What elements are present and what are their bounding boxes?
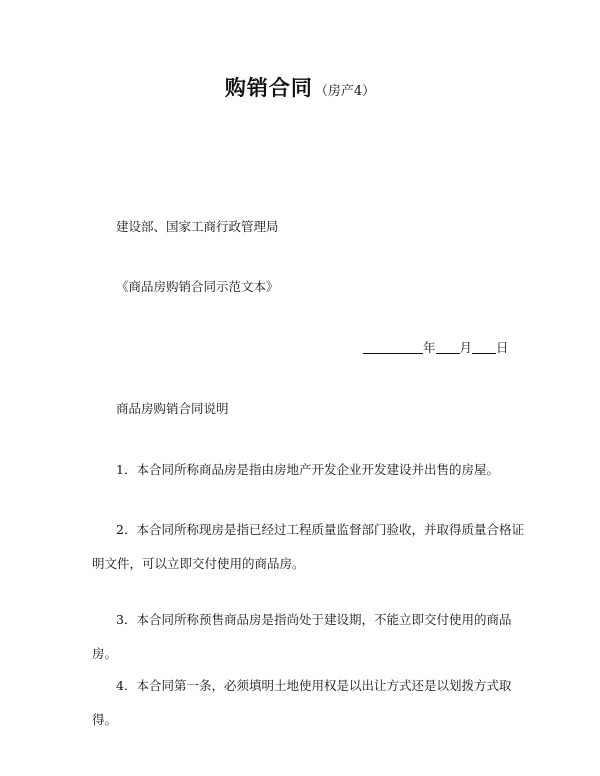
template-name-line: 《商品房购销合同示范文本》: [116, 279, 279, 294]
issuer-line: 建设部、国家工商行政管理局: [116, 219, 279, 234]
clause-item-1: 1．本合同所称商品房是指由房地产开发企业开发建设并出售的房屋。: [116, 462, 499, 477]
title-main: 购销合同: [224, 76, 313, 100]
day-blank: [472, 341, 496, 354]
day-label: 日: [496, 340, 509, 355]
clause-item-3: 3．本合同所称预售商品房是指尚处于建设期，不能立即交付使用的商品房。: [92, 612, 512, 661]
clause-item-2: 2．本合同所称现房是指已经过工程质量监督部门验收，并取得质量合格证明文件，可以立即交付使用的商品房。: [92, 522, 524, 571]
date-line: [363, 340, 509, 356]
section-heading: 商品房购销合同说明: [116, 401, 229, 416]
clause-item-4: 4．本合同第一条，必须填明土地使用权是以出让方式还是以划拨方式取得。: [92, 678, 512, 727]
title-suffix: （房产4）: [314, 84, 376, 99]
year-blank: [363, 341, 423, 354]
month-blank: [436, 341, 460, 354]
document-title: [0, 72, 600, 102]
month-label: 月: [459, 340, 473, 355]
year-label: 年: [423, 340, 436, 355]
